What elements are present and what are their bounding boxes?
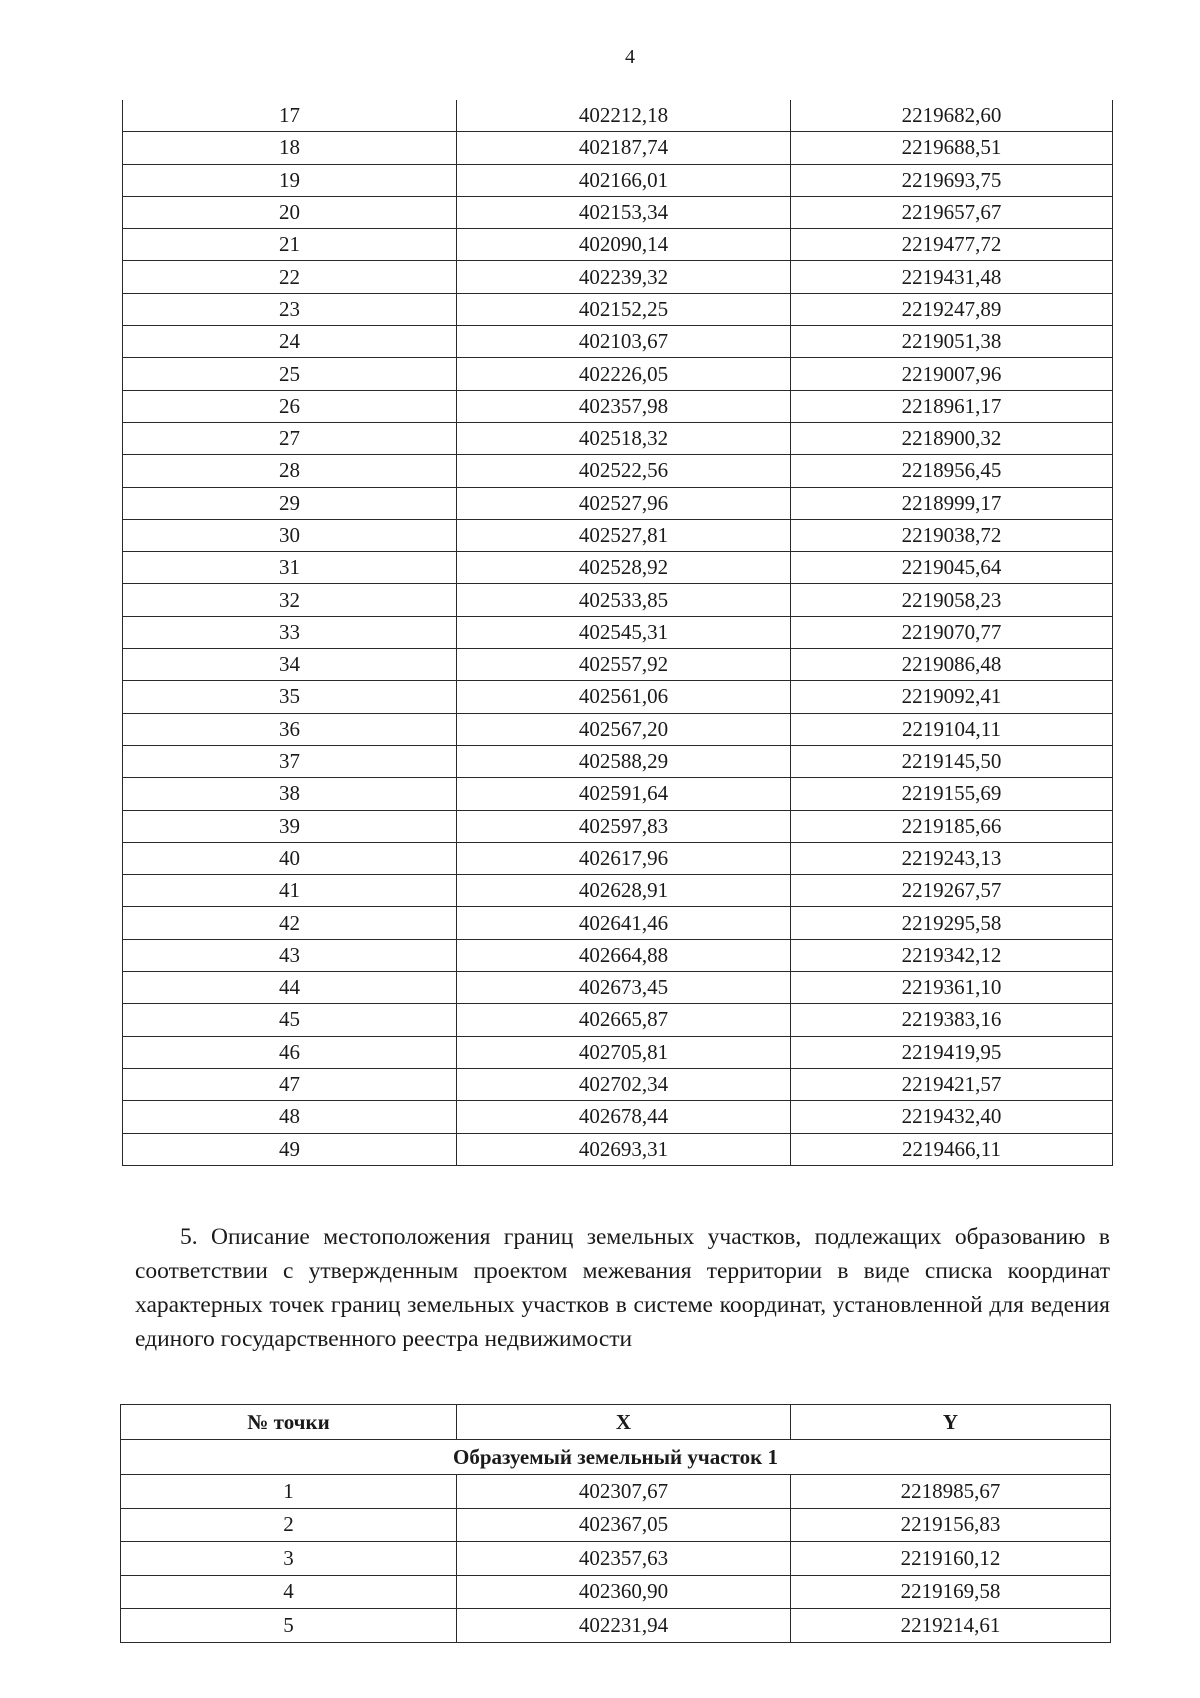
y-coordinate-cell: 2218900,32: [791, 422, 1113, 454]
table-row: [123, 713, 1113, 745]
x-coordinate-cell: 402527,81: [457, 519, 791, 551]
y-coordinate-cell: 2219477,72: [791, 229, 1113, 261]
x-coordinate-cell: 402360,90: [457, 1575, 791, 1609]
table-row: [123, 164, 1113, 196]
table-row: [123, 842, 1113, 874]
y-coordinate-cell: 2219104,11: [791, 713, 1113, 745]
point-number-cell: 18: [123, 132, 457, 164]
y-coordinate-cell: 2219160,12: [791, 1542, 1111, 1576]
point-number-cell: 30: [123, 519, 457, 551]
y-coordinate-cell: 2219431,48: [791, 261, 1113, 293]
x-coordinate-cell: 402153,34: [457, 196, 791, 228]
point-number-cell: 32: [123, 584, 457, 616]
table-row: [123, 422, 1113, 454]
y-coordinate-cell: 2219092,41: [791, 681, 1113, 713]
table-row: [123, 196, 1113, 228]
y-coordinate-cell: 2219247,89: [791, 293, 1113, 325]
point-number-cell: 36: [123, 713, 457, 745]
point-number-cell: 28: [123, 455, 457, 487]
point-number-cell: 44: [123, 972, 457, 1004]
header-point-number: № точки: [121, 1405, 457, 1440]
table-row: [123, 455, 1113, 487]
y-coordinate-cell: 2218961,17: [791, 390, 1113, 422]
x-coordinate-cell: 402557,92: [457, 649, 791, 681]
table-row: [123, 616, 1113, 648]
x-coordinate-cell: 402673,45: [457, 972, 791, 1004]
y-coordinate-cell: 2219693,75: [791, 164, 1113, 196]
x-coordinate-cell: 402664,88: [457, 939, 791, 971]
y-coordinate-cell: 2219086,48: [791, 649, 1113, 681]
x-coordinate-cell: 402152,25: [457, 293, 791, 325]
x-coordinate-cell: 402522,56: [457, 455, 791, 487]
x-coordinate-cell: 402528,92: [457, 552, 791, 584]
point-number-cell: 26: [123, 390, 457, 422]
point-number-cell: 33: [123, 616, 457, 648]
table-row: [123, 229, 1113, 261]
x-coordinate-cell: 402567,20: [457, 713, 791, 745]
table-row: [123, 1004, 1113, 1036]
point-number-cell: 24: [123, 326, 457, 358]
y-coordinate-cell: 2219682,60: [791, 100, 1113, 132]
x-coordinate-cell: 402693,31: [457, 1133, 791, 1165]
point-number-cell: 20: [123, 196, 457, 228]
table-row: [123, 1133, 1113, 1165]
y-coordinate-cell: 2219145,50: [791, 745, 1113, 777]
point-number-cell: 5: [121, 1609, 457, 1643]
point-number-cell: 49: [123, 1133, 457, 1165]
table-row: [123, 552, 1113, 584]
page-number: 4: [625, 46, 635, 68]
point-number-cell: 40: [123, 842, 457, 874]
x-coordinate-cell: 402617,96: [457, 842, 791, 874]
y-coordinate-cell: 2218999,17: [791, 487, 1113, 519]
point-number-cell: 48: [123, 1101, 457, 1133]
table-row: [123, 875, 1113, 907]
x-coordinate-cell: 402533,85: [457, 584, 791, 616]
point-number-cell: 27: [123, 422, 457, 454]
y-coordinate-cell: 2219419,95: [791, 1036, 1113, 1068]
y-coordinate-cell: 2219169,58: [791, 1575, 1111, 1609]
x-coordinate-cell: 402231,94: [457, 1609, 791, 1643]
y-coordinate-cell: 2219432,40: [791, 1101, 1113, 1133]
y-coordinate-cell: 2219214,61: [791, 1609, 1111, 1643]
x-coordinate-cell: 402357,98: [457, 390, 791, 422]
x-coordinate-cell: 402090,14: [457, 229, 791, 261]
y-coordinate-cell: 2219243,13: [791, 842, 1113, 874]
table-row: [123, 261, 1113, 293]
y-coordinate-cell: 2219421,57: [791, 1068, 1113, 1100]
table-row: [123, 390, 1113, 422]
point-number-cell: 17: [123, 100, 457, 132]
table-subheader-row: [121, 1440, 1111, 1475]
x-coordinate-cell: 402641,46: [457, 907, 791, 939]
x-coordinate-cell: 402307,67: [457, 1475, 791, 1509]
y-coordinate-cell: 2219342,12: [791, 939, 1113, 971]
table-row: [123, 358, 1113, 390]
table-row: [121, 1475, 1111, 1509]
table-row: [123, 972, 1113, 1004]
y-coordinate-cell: 2219058,23: [791, 584, 1113, 616]
y-coordinate-cell: 2219155,69: [791, 778, 1113, 810]
x-coordinate-cell: 402597,83: [457, 810, 791, 842]
land-plot-subheader: Образуемый земельный участок 1: [121, 1440, 1111, 1475]
point-number-cell: 43: [123, 939, 457, 971]
y-coordinate-cell: 2219038,72: [791, 519, 1113, 551]
coordinates-table-body: [123, 100, 1113, 1165]
point-number-cell: 45: [123, 1004, 457, 1036]
y-coordinate-cell: 2219657,67: [791, 196, 1113, 228]
table-row: [121, 1542, 1111, 1576]
table-row: [123, 810, 1113, 842]
point-number-cell: 39: [123, 810, 457, 842]
point-number-cell: 19: [123, 164, 457, 196]
land-plot-coordinates-table: [120, 1404, 1111, 1643]
y-coordinate-cell: 2219383,16: [791, 1004, 1113, 1036]
header-y: Y: [791, 1405, 1111, 1440]
point-number-cell: 41: [123, 875, 457, 907]
point-number-cell: 34: [123, 649, 457, 681]
table-row: [123, 1068, 1113, 1100]
x-coordinate-cell: 402103,67: [457, 326, 791, 358]
y-coordinate-cell: 2219070,77: [791, 616, 1113, 648]
header-x: X: [457, 1405, 791, 1440]
y-coordinate-cell: 2219156,83: [791, 1508, 1111, 1542]
y-coordinate-cell: 2218956,45: [791, 455, 1113, 487]
table-row: [123, 326, 1113, 358]
point-number-cell: 23: [123, 293, 457, 325]
table-row: [121, 1609, 1111, 1643]
x-coordinate-cell: 402678,44: [457, 1101, 791, 1133]
x-coordinate-cell: 402166,01: [457, 164, 791, 196]
coordinates-table-continued: [122, 100, 1113, 1166]
point-number-cell: 2: [121, 1508, 457, 1542]
x-coordinate-cell: 402588,29: [457, 745, 791, 777]
table-row: [123, 293, 1113, 325]
x-coordinate-cell: 402518,32: [457, 422, 791, 454]
table-row: [123, 907, 1113, 939]
point-number-cell: 31: [123, 552, 457, 584]
y-coordinate-cell: 2219267,57: [791, 875, 1113, 907]
point-number-cell: 35: [123, 681, 457, 713]
table-row: [123, 519, 1113, 551]
table-row: [123, 649, 1113, 681]
y-coordinate-cell: 2219007,96: [791, 358, 1113, 390]
y-coordinate-cell: 2219688,51: [791, 132, 1113, 164]
table-row: [123, 1101, 1113, 1133]
point-number-cell: 47: [123, 1068, 457, 1100]
table-row: [123, 745, 1113, 777]
table-row: [123, 487, 1113, 519]
land-plot-table-body: [121, 1475, 1111, 1643]
point-number-cell: 22: [123, 261, 457, 293]
table-row: [123, 100, 1113, 132]
point-number-cell: 42: [123, 907, 457, 939]
point-number-cell: 38: [123, 778, 457, 810]
point-number-cell: 21: [123, 229, 457, 261]
point-number-cell: 3: [121, 1542, 457, 1576]
x-coordinate-cell: 402187,74: [457, 132, 791, 164]
x-coordinate-cell: 402367,05: [457, 1508, 791, 1542]
table-row: [121, 1575, 1111, 1609]
x-coordinate-cell: 402628,91: [457, 875, 791, 907]
table-row: [123, 584, 1113, 616]
table-row: [123, 1036, 1113, 1068]
y-coordinate-cell: 2219045,64: [791, 552, 1113, 584]
x-coordinate-cell: 402239,32: [457, 261, 791, 293]
table-row: [123, 681, 1113, 713]
x-coordinate-cell: 402527,96: [457, 487, 791, 519]
point-number-cell: 37: [123, 745, 457, 777]
table-row: [123, 939, 1113, 971]
y-coordinate-cell: 2219466,11: [791, 1133, 1113, 1165]
point-number-cell: 1: [121, 1475, 457, 1509]
table-row: [123, 132, 1113, 164]
section-5-description: 5. Описание местоположения границ земельных участков, подлежащих образованию в соответствии с утвержденным проектом межевания территории в виде списка координат характерных точек границ земельных участков в системе координат, установленной для ведения единого государственного реестра недвижимости: [135, 1224, 1110, 1352]
x-coordinate-cell: 402705,81: [457, 1036, 791, 1068]
table-header-row: [121, 1405, 1111, 1440]
y-coordinate-cell: 2218985,67: [791, 1475, 1111, 1509]
point-number-cell: 4: [121, 1575, 457, 1609]
point-number-cell: 29: [123, 487, 457, 519]
x-coordinate-cell: 402665,87: [457, 1004, 791, 1036]
table-row: [121, 1508, 1111, 1542]
point-number-cell: 25: [123, 358, 457, 390]
x-coordinate-cell: 402591,64: [457, 778, 791, 810]
x-coordinate-cell: 402212,18: [457, 100, 791, 132]
point-number-cell: 46: [123, 1036, 457, 1068]
x-coordinate-cell: 402545,31: [457, 616, 791, 648]
x-coordinate-cell: 402702,34: [457, 1068, 791, 1100]
x-coordinate-cell: 402561,06: [457, 681, 791, 713]
table-row: [123, 778, 1113, 810]
y-coordinate-cell: 2219295,58: [791, 907, 1113, 939]
y-coordinate-cell: 2219051,38: [791, 326, 1113, 358]
x-coordinate-cell: 402357,63: [457, 1542, 791, 1576]
y-coordinate-cell: 2219361,10: [791, 972, 1113, 1004]
y-coordinate-cell: 2219185,66: [791, 810, 1113, 842]
x-coordinate-cell: 402226,05: [457, 358, 791, 390]
